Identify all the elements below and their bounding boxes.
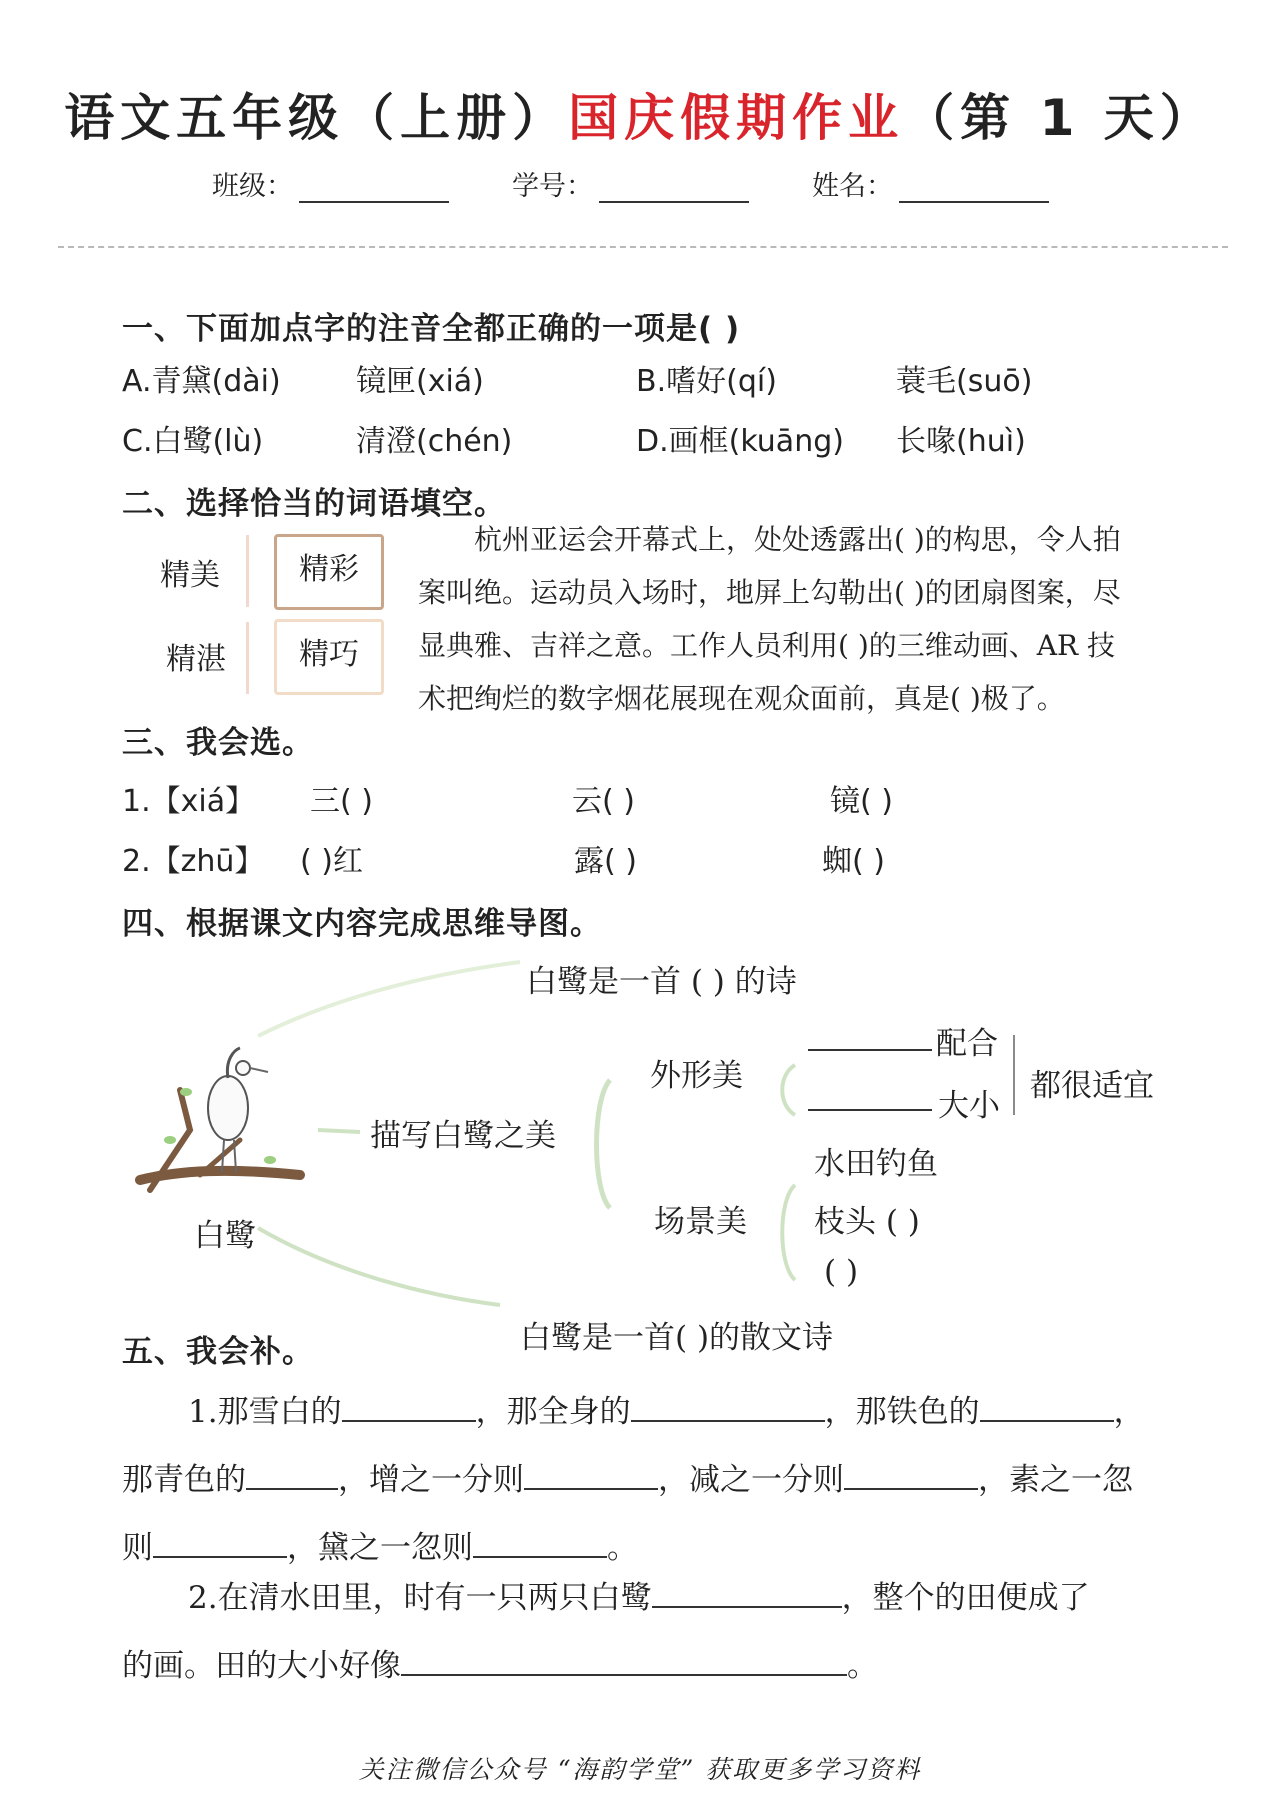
blank-jing[interactable]: 镜( ) <box>830 784 893 819</box>
heron-icon <box>140 1048 300 1190</box>
title-part-3: （第 1 天） <box>904 89 1216 147</box>
option-d[interactable]: D.画框(kuāng) <box>636 424 844 459</box>
mind-map-top[interactable]: 白鹭是一首 ( ) 的诗 <box>526 964 797 1000</box>
q1-text-7: ，减之一分则 <box>658 1462 844 1498</box>
student-number-label: 学号： <box>512 171 593 202</box>
option-b-word-2: 蓑毛(suō) <box>896 364 1033 399</box>
section-4-title: 四、根据课文内容完成思维导图。 <box>122 906 602 942</box>
option-c[interactable]: C.白鹭(lù) <box>122 424 264 459</box>
b2-item-fishing: 水田钓鱼 <box>814 1146 938 1182</box>
option-b[interactable]: B.嗜好(qí) <box>636 364 777 399</box>
name-label: 姓名： <box>812 171 893 202</box>
arc-top <box>258 962 520 1036</box>
center-bracket <box>597 1080 611 1208</box>
b2-bracket <box>782 1185 795 1280</box>
word-jingzhan: 精湛 <box>166 642 226 677</box>
b1-item-peihe: 配合 <box>936 1026 998 1062</box>
q1-blank-3[interactable] <box>980 1394 1114 1422</box>
mind-map-center: 描写白鹭之美 <box>370 1118 556 1154</box>
blank-hong[interactable]: ( )红 <box>300 844 363 879</box>
word-jingmei: 精美 <box>160 558 220 593</box>
fill-question-1 <box>122 1378 1172 1582</box>
pinyin-zhu: 2.【zhū】 <box>122 844 265 879</box>
paragraph-line-1: 杭州亚运会开幕式上，处处透露出( )的构思，令人拍 <box>474 523 1121 556</box>
q1-text-10: ，黛之一忽则 <box>287 1530 473 1566</box>
q1-text-6: ，增之一分则 <box>338 1462 524 1498</box>
section-2-title: 二、选择恰当的词语填空。 <box>122 486 506 522</box>
q2-text-3: 的画。田的大小好像 <box>122 1648 401 1684</box>
word-jingcai: 精彩 <box>274 534 384 610</box>
branch-appearance: 外形美 <box>650 1058 743 1094</box>
q2-text-4: 。 <box>847 1648 878 1684</box>
q1-blank-8[interactable] <box>473 1530 607 1558</box>
q1-text-11: 。 <box>607 1530 638 1566</box>
q1-blank-5[interactable] <box>524 1462 658 1490</box>
q1-text-8: ，素之一忽 <box>978 1462 1133 1498</box>
q2-text-1: 2.在清水田里，时有一只两只白鹭 <box>188 1580 652 1616</box>
fill-question-2 <box>122 1564 1172 1700</box>
q1-blank-7[interactable] <box>153 1530 287 1558</box>
q2-blank-2[interactable] <box>401 1648 847 1676</box>
q1-blank-4[interactable] <box>246 1462 338 1490</box>
option-c-word-2: 清澄(chén) <box>356 424 513 459</box>
option-a[interactable]: A.青黛(dài) <box>122 364 281 399</box>
b2-item-blank[interactable]: ( ) <box>824 1254 859 1290</box>
blank-zhi[interactable]: 蜘( ) <box>822 844 885 879</box>
b1-side-label: 都很适宜 <box>1030 1068 1154 1104</box>
class-label: 班级： <box>212 171 293 202</box>
q2-blank-1[interactable] <box>652 1580 842 1608</box>
option-a-word-2: 镜匣(xiá) <box>356 364 484 399</box>
q1-text-5: 那青色的 <box>122 1462 246 1498</box>
blank-san[interactable]: 三( ) <box>310 784 373 819</box>
b1-bracket <box>782 1065 795 1115</box>
q1-text-1: 1.那雪白的 <box>188 1394 342 1430</box>
b2-item-branch[interactable]: 枝头 ( ) <box>814 1204 920 1240</box>
q1-text-2: ，那全身的 <box>475 1394 631 1430</box>
pinyin-xia: 1.【xiá】 <box>122 784 256 819</box>
q1-blank-6[interactable] <box>844 1462 978 1490</box>
q1-blank-1[interactable] <box>342 1394 476 1422</box>
q2-text-2: ，整个的田便成了 <box>841 1580 1090 1616</box>
word-jingqiao: 精巧 <box>274 619 384 695</box>
b1-item-daxiao: 大小 <box>938 1088 1000 1124</box>
paragraph-line-2: 案叫绝。运动员入场时，地屏上勾勒出( )的团扇图案，尽 <box>418 576 1121 609</box>
q1-text-4: ， <box>1113 1394 1145 1430</box>
bird-label: 白鹭 <box>194 1218 256 1254</box>
paragraph-line-4: 术把绚烂的数字烟花展现在观众面前，真是( )极了。 <box>418 682 1065 715</box>
section-3-title: 三、我会选。 <box>122 725 314 761</box>
branch-scene: 场景美 <box>654 1204 747 1240</box>
footer-note: 关注微信公众号 “海韵学堂” 获取更多学习资料 <box>358 1755 922 1784</box>
center-link <box>318 1130 360 1132</box>
q1-blank-2[interactable] <box>631 1394 825 1422</box>
q1-text-9: 则 <box>122 1530 153 1566</box>
arc-bottom <box>258 1228 500 1305</box>
title-part-2: 国庆假期作业 <box>568 89 905 147</box>
section-1-title: 一、下面加点字的注音全都正确的一项是( ) <box>122 311 741 347</box>
paragraph-line-3: 显典雅、吉祥之意。工作人员利用( )的三维动画、AR 技 <box>418 629 1115 662</box>
section-5-title: 五、我会补。 <box>122 1334 314 1370</box>
title-part-1: 语文五年级（上册） <box>64 89 569 147</box>
option-d-word-2: 长喙(huì) <box>896 424 1026 459</box>
mind-map-bottom[interactable]: 白鹭是一首( )的散文诗 <box>520 1320 834 1356</box>
blank-lu[interactable]: 露( ) <box>574 844 637 879</box>
blank-yun[interactable]: 云( ) <box>572 784 635 819</box>
q1-text-3: ，那铁色的 <box>824 1394 980 1430</box>
